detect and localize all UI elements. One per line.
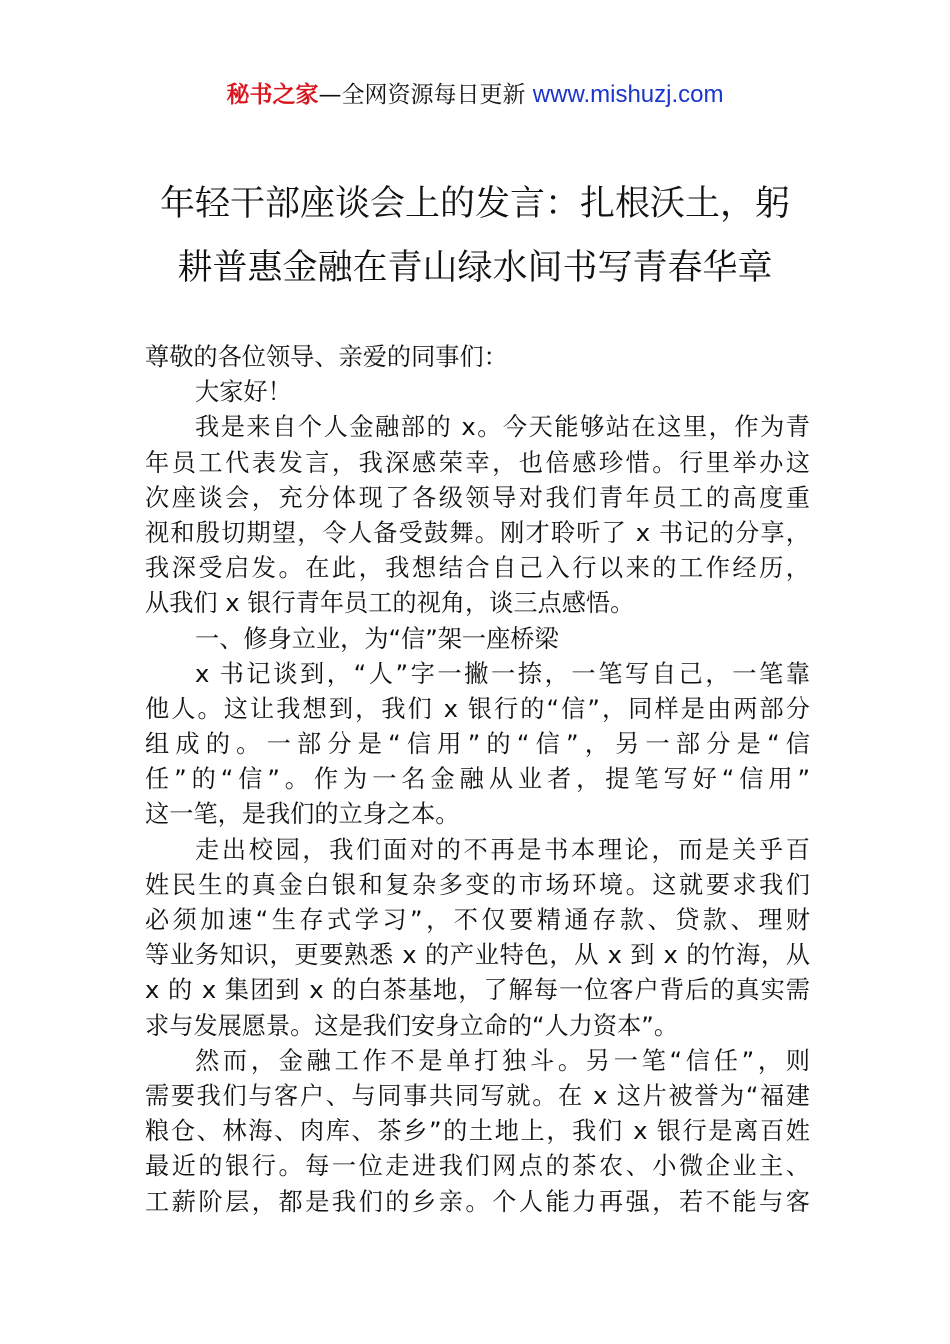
- paragraph-line: 他人。这让我想到，我们 x 银行的“信”，同样是由两部分: [145, 694, 810, 723]
- paragraph-line: x 的 x 集团到 x 的白茶基地，了解每一位客户背后的真实需: [145, 976, 810, 1005]
- paragraph-line: 这一笔，是我们的立身之本。: [145, 800, 460, 829]
- paragraph-line: 从我们 x 银行青年员工的视角，谈三点感悟。: [145, 589, 635, 618]
- paragraph-line: 需要我们与客户、与同事共同写就。在 x 这片被誉为“福建: [145, 1081, 810, 1110]
- paragraph-line: 姓民生的真金白银和复杂多变的市场环境。这就要求我们: [145, 870, 810, 899]
- paragraph-line: 求与发展愿景。这是我们安身立命的“人力资本”。: [145, 1011, 679, 1040]
- site-url-link[interactable]: www.mishuzj.com: [532, 81, 724, 108]
- paragraph-line: 粮仓、林海、肉库、茶乡”的土地上，我们 x 银行是离百姓: [145, 1117, 810, 1146]
- greeting: 大家好！: [195, 378, 292, 407]
- paragraph-line: 然而，金融工作不是单打独斗。另一笔“信任”，则: [195, 1046, 810, 1075]
- title-line-1: 年轻干部座谈会上的发言：扎根沃土，躬: [159, 184, 790, 224]
- paragraph-line: 任”的“信”。作为一名金融从业者，提笔写好“信用”: [145, 765, 810, 794]
- site-header: [0, 78, 950, 112]
- paragraph-line: 走出校园，我们面对的不再是书本理论，而是关乎百: [195, 835, 810, 864]
- document-title: [60, 172, 890, 300]
- paragraph-line: 工薪阶层，都是我们的乡亲。个人能力再强，若不能与客: [145, 1187, 810, 1216]
- paragraph-line: 组成的。一部分是“信用”的“信”，另一部分是“信: [145, 730, 810, 759]
- paragraph-line: 等业务知识，更要熟悉 x 的产业特色，从 x 到 x 的竹海，从: [145, 941, 810, 970]
- paragraph-line: 我深受启发。在此，我想结合自己入行以来的工作经历，: [145, 554, 810, 583]
- paragraph-line: 必须加速“生存式学习”，不仅要精通存款、贷款、理财: [145, 906, 810, 934]
- title-line-2: 耕普惠金融在青山绿水间书写青春华章: [177, 248, 773, 288]
- section-heading: 一、修身立业，为“信”架一座桥梁: [195, 624, 559, 653]
- paragraph-line: 最近的银行。每一位走进我们网点的茶农、小微企业主、: [145, 1152, 810, 1181]
- paragraph-line: 我是来自个人金融部的 x。今天能够站在这里，作为青: [195, 413, 810, 442]
- paragraph-line: 次座谈会，充分体现了各级领导对我们青年员工的高度重: [145, 483, 810, 512]
- paragraph-line: x 书记谈到，“人”字一撇一捺，一笔写自己，一笔靠: [195, 659, 810, 688]
- document-body: [145, 340, 810, 1220]
- salutation: 尊敬的各位领导、亲爱的同事们：: [145, 343, 508, 371]
- site-tagline: —全网资源每日更新: [318, 82, 533, 108]
- site-brand: 秘书之家: [226, 82, 319, 108]
- paragraph-line: 年员工代表发言，我深感荣幸，也倍感珍惜。行里举办这: [145, 448, 810, 477]
- paragraph-line: 视和殷切期望，令人备受鼓舞。刚才聆听了 x 书记的分享，: [145, 518, 810, 547]
